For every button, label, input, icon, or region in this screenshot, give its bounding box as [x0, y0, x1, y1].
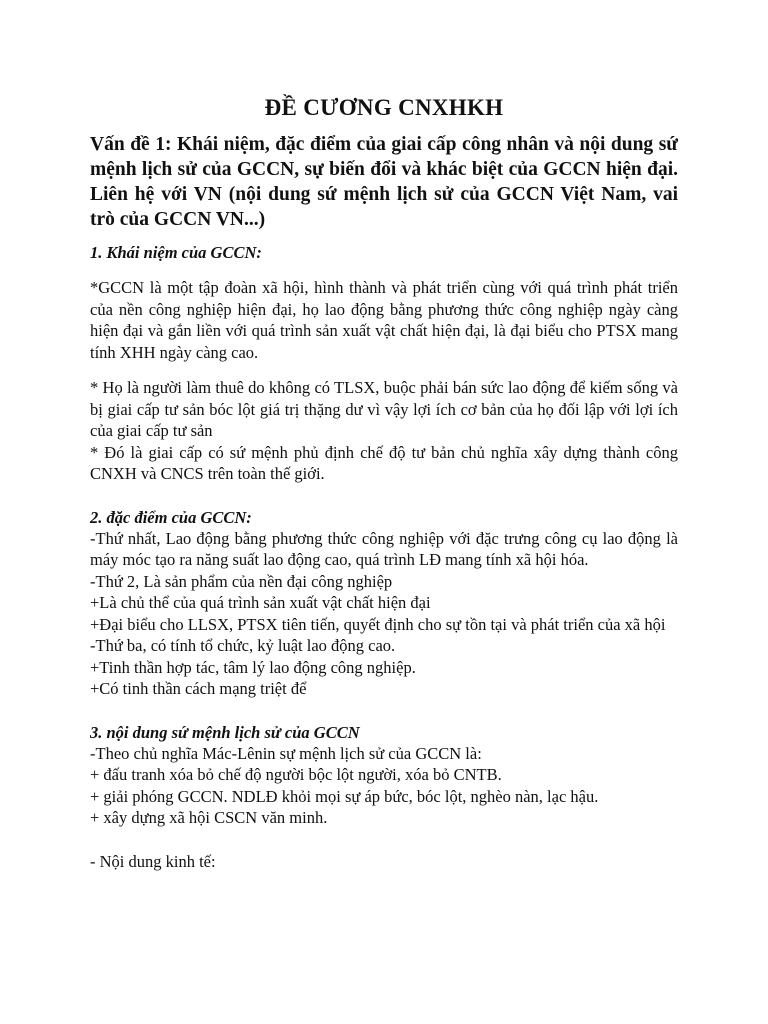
section-2-line: +Tinh thần hợp tác, tâm lý lao động công nghiệp.: [90, 657, 416, 677]
section-3-heading: 3. nội dung sứ mệnh lịch sử của GCCN: [90, 722, 360, 742]
section-3-subheading: - Nội dung kinh tế:: [90, 851, 216, 871]
section-3-line: + đấu tranh xóa bỏ chế độ người bộc lột người, xóa bỏ CNTB.: [90, 765, 502, 784]
section-2-line: -Thứ ba, có tính tổ chức, kỷ luật lao động cao.: [90, 636, 396, 655]
section-3-line: + xây dựng xã hội CSCN văn minh.: [90, 808, 328, 827]
section-2-line: +Có tinh thần cách mạng triệt để: [90, 679, 307, 698]
section-2: [90, 507, 678, 700]
document-page: [90, 94, 678, 872]
issue-heading: Vấn đề 1: Khái niệm, đặc điểm của giai cấp công nhân và nội dung sứ mệnh lịch sử của GCCN, sự biến đổi và khác biệt của GCCN hiện đại. Liên hệ với VN (nội dung sứ mệnh lịch sử của GCCN Việt Nam, vai trò của GCCN VN...): [90, 134, 678, 230]
section-2-line: +Đại biểu cho LLSX, PTSX tiên tiến, quyết định cho sự tồn tại và phát triển của xã hội: [90, 614, 666, 634]
document-title: ĐỀ CƯƠNG CNXHKH: [264, 95, 504, 120]
section-2-line: -Thứ nhất, Lao động bằng phương thức công nghiệp với đặc trưng công cụ lao động là máy móc tạo ra năng suất lao động cao, quá trình LĐ mang tính xã hội hóa.: [90, 528, 678, 569]
section-3-line: + giải phóng GCCN. NDLĐ khỏi mọi sự áp bức, bóc lột, nghèo nàn, lạc hậu.: [90, 786, 599, 806]
section-1-paragraph: *GCCN là một tập đoàn xã hội, hình thành và phát triển cùng với quá trình phát triển của nền công nghiệp hiện đại, họ lao động bằng phương thức công nghiệp ngày càng hiện đại và gắn liền với quá trình sản xuất vật chất hiện đại, là đại biểu cho PTSX mang tính XHH ngày càng cao.: [90, 278, 678, 362]
section-2-line: +Là chủ thể của quá trình sản xuất vật chất hiện đại: [90, 593, 431, 612]
section-1-paragraph: * Đó là giai cấp có sứ mệnh phủ định chế độ tư bản chủ nghĩa xây dựng thành công CNXH và CNCS trên toàn thế giới.: [90, 442, 678, 483]
section-1-paragraph: * Họ là người làm thuê do không có TLSX, buộc phải bán sức lao động để kiếm sống và bị giai cấp tư sản bóc lột giá trị thặng dư vì vậy lợi ích cơ bản của họ đối lập với lợi ích của giai cấp tư sản: [90, 378, 678, 440]
section-1-heading: 1. Khái niệm của GCCN:: [90, 243, 262, 262]
section-3: [90, 722, 678, 873]
section-1: [90, 242, 678, 485]
section-3-line: -Theo chủ nghĩa Mác-Lênin sự mệnh lịch sử của GCCN là:: [90, 743, 482, 763]
section-2-line: -Thứ 2, Là sản phẩm của nền đại công nghiệp: [90, 571, 393, 591]
section-2-heading: 2. đặc điểm của GCCN:: [90, 507, 252, 527]
